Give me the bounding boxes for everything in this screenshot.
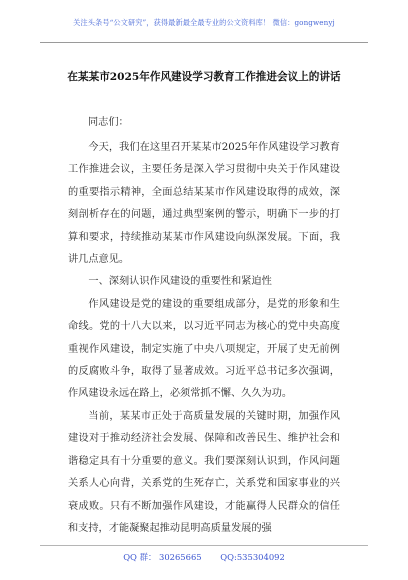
header-divider [40, 42, 368, 43]
header-notice: 关注头条号“公文研究”，获得最新最全最专业的公文资料库！ 微信：gongwenyj [73, 18, 335, 27]
footer-divider [40, 545, 368, 546]
body-paragraph-2: 当前，某某市正处于高质量发展的关键时期，加强作风建设对于推动经济社会发展、保障和改善民生、维护社会和谐稳定具有十分重要的意义。我们要深刻认识到，作风问题关系人心向背，关系党的生死存亡，关系党和国家事业的兴衰成败。只有不断加强作风建设，才能赢得人民群众的信任和支持，才能凝聚起推动昆明高质量发展的强 [68, 410, 340, 534]
intro-paragraph: 今天，我们在这里召开某某市2025年作风建设学习教育工作推进会议，主要任务是深入学习贯彻中央关于作风建设的重要指示精神，全面总结某某市作风建设取得的成效，深刻剖析存在的问题，通过典型案例的警示，明确下一步的打算和要求，持续推动某某市作风建设向纵深发展。下面，我讲几点意见。 [68, 142, 340, 266]
document-body [68, 112, 340, 540]
body-paragraph-1: 作风建设是党的建设的重要组成部分，是党的形象和生命线。党的十八大以来，以习近平同志为核心的党中央高度重视作风建设，制定实施了中央八项规定，开展了史无前例的反腐败斗争，取得了显著成效。习近平总书记多次强调，作风建设永远在路上，必须常抓不懈、久久为功。 [68, 298, 340, 400]
document-title: 在某某市2025年作风建设学习教育工作推进会议上的讲话 [67, 71, 341, 83]
section-heading-1: 一、深刻认识作风建设的重要性和紧迫性 [88, 276, 272, 288]
salutation: 同志们： [88, 117, 129, 128]
footer-qq-number: QQ:535304092 [220, 552, 285, 562]
footer-contacts [0, 551, 408, 563]
footer-qq-group: QQ 群： 30265665 [123, 552, 202, 562]
